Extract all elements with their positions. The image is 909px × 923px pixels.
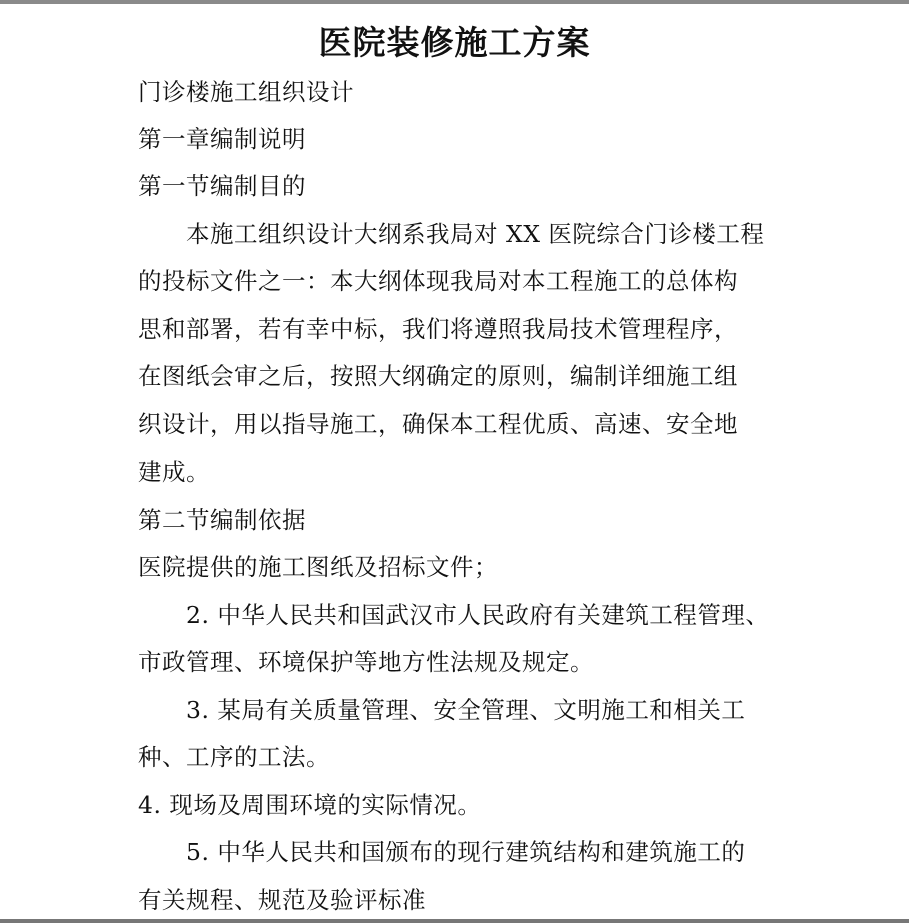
section-heading-purpose: 第一节编制目的 bbox=[138, 172, 306, 200]
paragraph-line: 的投标文件之一：本大纲体现我局对本工程施工的总体构 bbox=[138, 267, 738, 295]
list-item: 4. 现场及周围环境的实际情况。 bbox=[138, 791, 482, 819]
list-item-continuation: 种、工序的工法。 bbox=[138, 743, 330, 771]
list-item-continuation: 有关规程、规范及验评标准 bbox=[138, 886, 426, 914]
chapter-heading: 第一章编制说明 bbox=[138, 125, 306, 153]
document-title: 医院装修施工方案 bbox=[318, 23, 591, 62]
list-item: 5. 中华人民共和国颁布的现行建筑结构和建筑施工的 bbox=[186, 838, 746, 866]
paragraph-line: 建成。 bbox=[138, 458, 210, 486]
list-item: 2. 中华人民共和国武汉市人民政府有关建筑工程管理、 bbox=[186, 601, 770, 629]
paragraph-line: 思和部署，若有幸中标，我们将遵照我局技术管理程序， bbox=[138, 315, 738, 343]
paragraph-line: 织设计，用以指导施工，确保本工程优质、高速、安全地 bbox=[138, 410, 738, 438]
paragraph-line: 在图纸会审之后，按照大纲确定的原则，编制详细施工组 bbox=[138, 362, 738, 390]
list-item: 3. 某局有关质量管理、安全管理、文明施工和相关工 bbox=[186, 696, 746, 724]
text-line-subtitle: 门诊楼施工组织设计 bbox=[138, 78, 354, 106]
page-bottom-border bbox=[0, 919, 909, 923]
list-item-continuation: 市政管理、环境保护等地方性法规及规定。 bbox=[138, 648, 594, 676]
section-heading-basis: 第二节编制依据 bbox=[138, 506, 306, 534]
list-item: 医院提供的施工图纸及招标文件； bbox=[138, 553, 498, 581]
paragraph-line: 本施工组织设计大纲系我局对 XX 医院综合门诊楼工程 bbox=[186, 220, 765, 248]
